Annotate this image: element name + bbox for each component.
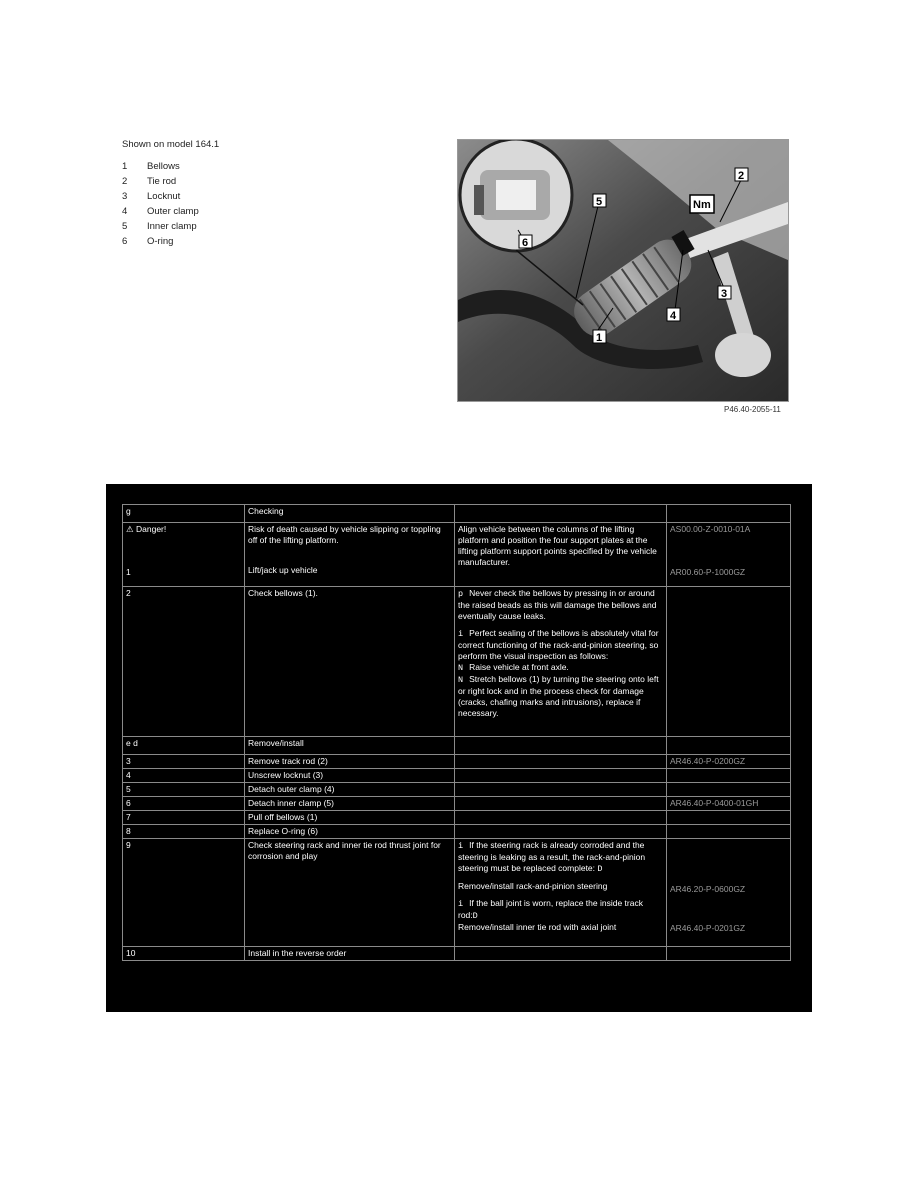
callout-2: 2 — [738, 170, 745, 182]
legend-label: Outer clamp — [147, 206, 199, 217]
step-action: Detach inner clamp (5) — [245, 797, 455, 811]
component-legend — [122, 139, 219, 249]
caution-icon: p — [458, 589, 464, 599]
step-action: Unscrew locknut (3) — [245, 769, 455, 783]
legend-number: 4 — [122, 206, 128, 217]
legend-number: 6 — [122, 236, 128, 247]
step-number: 9 — [123, 839, 245, 947]
figure-caption: P46.40-2055-11 — [724, 405, 781, 414]
step-action: Install in the reverse order — [245, 947, 455, 961]
step-number: 7 — [123, 811, 245, 825]
step-action: Pull off bellows (1) — [245, 811, 455, 825]
step-number: 2 — [123, 587, 245, 737]
info-note: i Perfect sealing of the bellows is absolutely vital for correct functioning of the rack-and-pinion steering, so perform the visual inspection as follows: — [458, 628, 659, 661]
callout-6: 6 — [522, 237, 529, 249]
table-row — [123, 755, 791, 769]
warning-icon: ⚠ — [126, 524, 134, 534]
step-number: 1 — [126, 567, 131, 577]
step-number: 5 — [123, 783, 245, 797]
step-action: Replace O-ring (6) — [245, 825, 455, 839]
callout-1: 1 — [596, 332, 603, 344]
legend-item — [122, 174, 219, 189]
section-code: g — [123, 505, 245, 523]
bullet-icon: N — [458, 663, 464, 673]
callout-5: 5 — [596, 196, 603, 208]
section-code: e d — [123, 737, 245, 755]
reference-link[interactable]: AR46.40-P-0201GZ — [670, 923, 746, 933]
photo-illustration — [458, 140, 788, 401]
bullet-icon: N — [458, 675, 464, 685]
legend-title: Shown on model 164.1 — [122, 139, 220, 150]
legend-item — [122, 204, 219, 219]
step-action: Lift/jack up vehicle — [248, 565, 318, 575]
step-number: 6 — [123, 797, 245, 811]
section-heading: Checking — [245, 505, 455, 523]
info-note: i If the ball joint is worn, replace the inside track rod:D — [458, 898, 643, 921]
table-row — [123, 769, 791, 783]
danger-label: Danger! — [136, 524, 167, 534]
table-row — [123, 839, 791, 947]
table-row — [123, 783, 791, 797]
table-row — [123, 523, 791, 587]
bullet-item: N Stretch bellows (1) by turning the steering onto left or right lock and in the process check for damage (cracks, chafing marks and intrusions), replace if necessary. — [458, 674, 659, 718]
danger-text: Risk of death caused by vehicle slipping or toppling off of the lifting platform. — [248, 524, 441, 545]
legend-item — [122, 159, 219, 174]
table-row — [123, 505, 791, 523]
step-number: 10 — [123, 947, 245, 961]
steering-bellows-photo — [457, 139, 789, 402]
procedure-link[interactable]: Remove/install inner tie rod with axial joint — [458, 922, 617, 932]
procedure-table — [122, 504, 791, 961]
step-number: 4 — [123, 769, 245, 783]
legend-item — [122, 219, 219, 234]
callout-3: 3 — [721, 288, 728, 300]
legend-number: 2 — [122, 176, 128, 187]
bullet-item: N Raise vehicle at front axle. — [458, 662, 569, 673]
legend-label: O-ring — [147, 236, 174, 247]
reference-link[interactable]: AR46.40-P-0400-01GH — [670, 798, 759, 808]
legend-number: 1 — [122, 161, 128, 172]
torque-nm-badge: Nm — [693, 199, 711, 211]
reference-link[interactable]: AS00.00-Z-0010-01A — [670, 524, 751, 534]
reference-link[interactable]: AR46.20-P-0600GZ — [670, 884, 746, 894]
step-action: Remove track rod (2) — [245, 755, 455, 769]
legend-label: Bellows — [147, 161, 180, 172]
reference-link[interactable]: AR00.60-P-1000GZ — [670, 567, 746, 577]
info-icon: i — [458, 899, 464, 909]
table-row — [123, 797, 791, 811]
legend-number: 5 — [122, 221, 128, 232]
reference-link[interactable]: AR46.40-P-0200GZ — [670, 756, 746, 766]
section-heading: Remove/install — [245, 737, 455, 755]
table-row — [123, 947, 791, 961]
legend-item — [122, 234, 219, 249]
legend-item — [122, 189, 219, 204]
caution-note: p Never check the bellows by pressing in or around the raised beads as this will damage the bellows and eventually cause leaks. — [458, 588, 657, 621]
info-icon: i — [458, 841, 464, 851]
table-row — [123, 587, 791, 737]
callout-4: 4 — [670, 310, 677, 322]
table-row — [123, 825, 791, 839]
step-number: 3 — [123, 755, 245, 769]
procedure-link[interactable]: Remove/install rack-and-pinion steering — [458, 881, 608, 891]
step-number: 8 — [123, 825, 245, 839]
procedure-panel — [106, 484, 812, 1012]
step-action: Check bellows (1). — [245, 587, 455, 737]
document-icon: D — [597, 864, 603, 874]
table-row — [123, 737, 791, 755]
danger-remedy: Align vehicle between the columns of the lifting platform and position the four support plates at the lifting platform support points specified by the vehicle manufacturer. — [455, 523, 667, 587]
legend-label: Locknut — [147, 191, 181, 202]
step-action: Check steering rack and inner tie rod thrust joint for corrosion and play — [245, 839, 455, 947]
legend-label: Inner clamp — [147, 221, 197, 232]
info-icon: i — [458, 629, 464, 639]
legend-label: Tie rod — [147, 176, 177, 187]
legend-number: 3 — [122, 191, 128, 202]
document-icon: D — [472, 911, 478, 921]
step-action: Detach outer clamp (4) — [245, 783, 455, 797]
info-note: i If the steering rack is already corroded and the steering is leaking as a result, the rack-and-pinion steering must be replaced complete: D — [458, 840, 646, 874]
table-row — [123, 811, 791, 825]
